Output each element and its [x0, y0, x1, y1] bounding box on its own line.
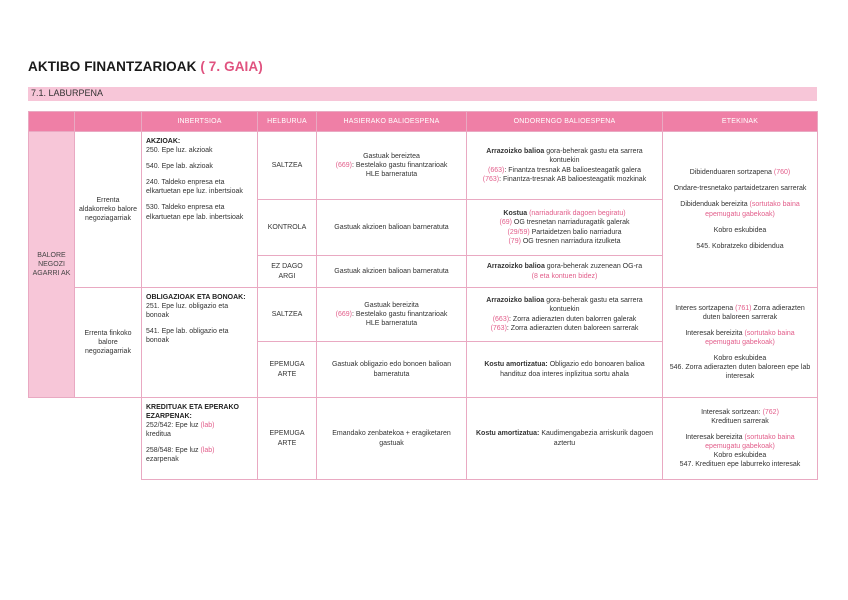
subsequent-valuation-cell: Arrazoizko balioa gora-beherak zuzenean OG-ra (8 eta kontuen bidez) [467, 256, 663, 288]
header-empty-1 [29, 112, 75, 132]
header-row [29, 112, 818, 132]
purpose-cell: SALTZEA [258, 132, 317, 200]
returns-cell: Dibidenduaren sortzapena (760) Ondare-tresnetako partaidetzaren sarrerak Dibidenduak bereizita (sortutako baina epemugatu gabekoak) Kobro eskubidea 545. Kobratzeko dibidendua [663, 132, 818, 288]
header-inbertsioa: INBERTSIOA [142, 112, 258, 132]
purpose-cell: EZ DAGO ARGI [258, 256, 317, 288]
empty-cell [75, 398, 142, 480]
subsequent-valuation-cell: Kostua (narriadurarik dagoen begiratu) (69) OG tresnetan narriaduragatik galerak (29/59) Partaidetzen balio narriadura (79) OG tresnen narriadura itzulketa [467, 200, 663, 256]
page-title: AKTIBO FINANTZARIOAK ( 7. GAIA) [28, 59, 263, 74]
section-title: 7.1. LABURPENA [31, 88, 104, 98]
header-ondorengo: ONDORENGO BALIOESPENA [467, 112, 663, 132]
header-etekinak: ETEKINAK [663, 112, 818, 132]
purpose-cell: SALTZEA [258, 288, 317, 342]
empty-cell [29, 398, 75, 480]
initial-valuation-cell: Emandako zenbatekoa + eragiketaren gastuak [317, 398, 467, 480]
table-row [29, 288, 818, 342]
category-cell: BALORE NEGOZI AGARRI AK [29, 132, 75, 398]
subsequent-valuation-cell: Kostu amortizatua: Kaudimengabezia arriskurik dagoen aztertu [467, 398, 663, 480]
returns-cell: Interesak sortzean: (762) Kredituen sarrerak Interesak bereizita (sortutako baina epemugatu gabekoak) Kobro eskubidea 547. Kredituen epe laburreko interesak [663, 398, 818, 480]
header-hasierako: HASIERAKO BALIOESPENA [317, 112, 467, 132]
investment-cell: KREDITUAK ETA EPERAKO EZARPENAK: 252/542: Epe luz (lab) kreditua 258/548: Epe luz (lab) ezarpenak [142, 398, 258, 480]
returns-cell: Interes sortzapena (761) Zorra adierazten duten baloreen sarrerak Interesak bereizita (sortutako baina epemugatu gabekoak) Kobro eskubidea 546. Zorra adierazten duten baloreen epe lab interesak [663, 288, 818, 398]
initial-valuation-cell: Gastuak bereiztea (669): Bestelako gastu finantzarioak HLE barneratuta [317, 132, 467, 200]
group-label: Errenta aldakorreko balore negoziagarriak [75, 132, 142, 288]
initial-valuation-cell: Gastuak akzioen balioan barneratuta [317, 200, 467, 256]
section-bar [28, 87, 817, 101]
summary-table [28, 111, 818, 480]
purpose-cell: KONTROLA [258, 200, 317, 256]
initial-valuation-cell: Gastuak bereizita (669): Bestelako gastu finantzarioak HLE barneratuta [317, 288, 467, 342]
initial-valuation-cell: Gastuak obligazio edo bonoen balioan barneratuta [317, 342, 467, 398]
subsequent-valuation-cell: Arrazoizko balioa gora-beherak gastu eta sarrera kontuekin (663): Finantza tresnak AB balioesteagatik galera (763): Finantza-tresnak AB balioesteagatik mozkinak [467, 132, 663, 200]
table-row [29, 132, 818, 200]
initial-valuation-cell: Gastuak akzioen balioan barneratuta [317, 256, 467, 288]
subsequent-valuation-cell: Arrazoizko balioa gora-beherak gastu eta sarrera kontuekin (663): Zorra adierazten duten balorren galerak (763): Zorra adierazten duten baloreen sarrerak [467, 288, 663, 342]
purpose-cell: EPEMUGA ARTE [258, 342, 317, 398]
table-row [29, 398, 818, 480]
purpose-cell: EPEMUGA ARTE [258, 398, 317, 480]
header-empty-2 [75, 112, 142, 132]
group-label: Errenta finkoko balore negoziagarriak [75, 288, 142, 398]
investment-cell: AKZIOAK: 250. Epe luz. akzioak 540. Epe lab. akzioak 240. Taldeko enpresa eta elkartuetan epe luz. inbertsioak 530. Taldeko enpresa eta elkartuetan epe lab. inbertsioak [142, 132, 258, 288]
subsequent-valuation-cell: Kostu amortizatua: Obligazio edo bonoaren balioa handituz doa interes inplizitua sortu ahala [467, 342, 663, 398]
header-helburua: HELBURUA [258, 112, 317, 132]
investment-cell: OBLIGAZIOAK ETA BONOAK: 251. Epe luz. obligazio eta bonoak 541. Epe lab. obligazio eta bonoak [142, 288, 258, 398]
